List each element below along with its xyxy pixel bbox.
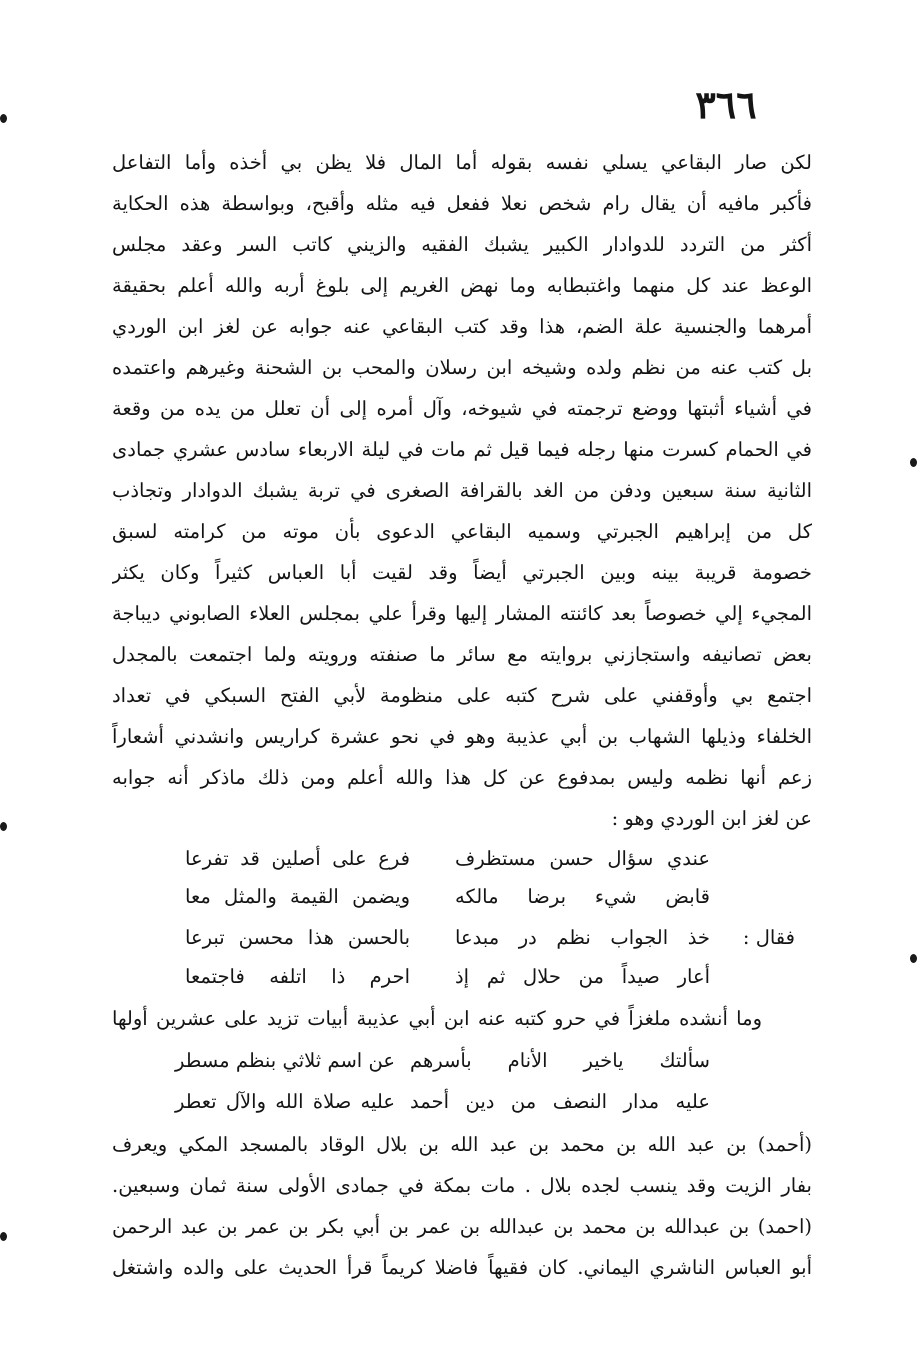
verse	[175, 1040, 815, 1081]
verse-second-hemistich: عن اسم ثلاثي بنظم مسطر	[175, 1049, 395, 1072]
text-line: الوعظ عند كل منهما واغتبطابه وما نهض الغريم إلى بلوغ أربه والله أعلم بحقيقة	[112, 274, 812, 297]
verse-second-hemistich: بالحسن هذا محسن تبرعا	[185, 926, 410, 949]
entry-line: (احمد) بن عبدالله بن محمد بن عبدالله بن عمر بن أبي بكر بن عمر بن عبد الرحمن	[112, 1215, 812, 1238]
margin-dot	[0, 114, 7, 123]
text-line: بل كتب عنه من نظم ولده وشيخه ابن رسلان والمحب بن الشحنة وغيرهم واعتمده	[112, 356, 812, 379]
verse	[175, 1081, 815, 1122]
text-line: الثانية سنة سبعين ودفن من الغد بالقرافة الصغرى في تربة يشبك الدوادار وتجاذب	[112, 479, 812, 502]
text-line: اجتمع بي وأوقفني على شرح كتبه على منظومة لأبي الفتح السبكي في تعداد	[112, 684, 812, 707]
entry-line: بفار الزيت وقد ينسب لجده بلال . مات بمكة في جمادى الأولى سنة ثمان وسبعين.	[112, 1174, 812, 1197]
text-line: أمرهما والجنسية علة الضم، هذا وقد كتب البقاعي عنه جوابه عن لغز ابن الوردي	[112, 315, 812, 338]
text-line: لكن صار البقاعي يسلي نفسه بقوله أما المال فلا يظن بي أخذه وأما التفاعل	[112, 151, 812, 174]
verse-second-hemistich: عليه صلاة الله والآل تعطر	[175, 1090, 395, 1113]
verse	[175, 876, 815, 917]
page-number: ٣٦٦	[695, 82, 757, 127]
text-line: زعم أنها نظمه وليس بمدفوع عن كل هذا والله أعلم ومن ذلك ماذكر أنه جوابه	[112, 766, 812, 789]
text-line: الخلفاء وذيلها الشهاب بن أبي عذيبة وهو في نحو عشرة كراريس وانشدني أشعاراً	[112, 725, 812, 748]
verse-first-hemistich: سألتك ياخير الأنام بأسرهم	[410, 1049, 710, 1072]
entry-line: أبو العباس الناشري اليماني. كان فقيهاً فاضلا كريماً قرأ الحديث على والده واشتغل	[112, 1256, 812, 1279]
verse-second-hemistich: فرع على أصلين قد تفرعا	[185, 847, 410, 870]
text-line: في أشياء أثبتها ووضع ترجمته في شيوخه، وآل أمره إلى أن تعلل من يده من وقعة	[112, 397, 812, 420]
verse-first-hemistich: عليه مدار النصف من دين أحمد	[410, 1090, 710, 1113]
text-line: في الحمام كسرت منها رجله فيما قيل ثم مات في ليلة الاربعاء سادس عشري جمادى	[112, 438, 812, 461]
margin-dot	[910, 954, 917, 963]
text-line: أكثر من التردد للدوادار الكبير يشبك الفقيه والزيني كاتب السر وعقد مجلس	[112, 233, 812, 256]
verse	[175, 838, 815, 879]
verse-second-hemistich: احرم ذا اتلفه فاجتمعا	[185, 965, 410, 988]
verse-first-hemistich: قابض شيء برضا مالكه	[455, 885, 710, 908]
verse	[175, 917, 815, 958]
verse-first-hemistich: عندي سؤال حسن مستظرف	[455, 847, 710, 870]
margin-dot	[910, 458, 917, 467]
entry-line: (أحمد) بن عبد الله بن محمد بن عبد الله بن بلال الوقاد بالمسجد المكي ويعرف	[112, 1133, 812, 1156]
verse	[175, 956, 815, 997]
main-paragraph	[112, 142, 812, 839]
verse-first-hemistich: خذ الجواب نظم در مبدعا	[455, 926, 710, 949]
text-line: فأكبر مافيه أن يقال رام شخص نعلا ففعل فيه مثله وأقبح، وبواسطة هذه الحكاية	[112, 192, 812, 215]
margin-dot	[0, 822, 7, 831]
text-line: خصومة قريبة بينه وبين الجبرتي أيضاً وقد لقيت أبا العباس كثيراً وكان يكثر	[112, 561, 812, 584]
entries	[112, 1124, 812, 1288]
text-line: المجيء إلي خصوصاً بعد كائنته المشار إليها وقرأ علي بمجلس العلاء الصابوني ديباجة	[112, 602, 812, 625]
poem-intro-line: وما أنشده ملغزاً في حرو كتبه عنه ابن أبي عذيبة أبيات تزيد على عشرين أولها	[112, 1007, 762, 1030]
text-line: عن لغز ابن الوردي وهو :	[611, 807, 812, 830]
verse-second-hemistich: ويضمن القيمة والمثل معا	[185, 885, 410, 908]
text-line: كل من إبراهيم الجبرتي وسميه البقاعي الدعوى بأن موته من كرامته لسبق	[112, 520, 812, 543]
verse-prefix: فقال :	[742, 926, 795, 949]
verse-first-hemistich: أعار صيداً من حلال ثم إذ	[455, 965, 710, 988]
margin-dot	[0, 1232, 7, 1241]
text-line: بعض تصانيفه واستجازني بروايته مع سائر ما صنفته ورويته ولما اجتمعت بالمجدل	[112, 643, 812, 666]
